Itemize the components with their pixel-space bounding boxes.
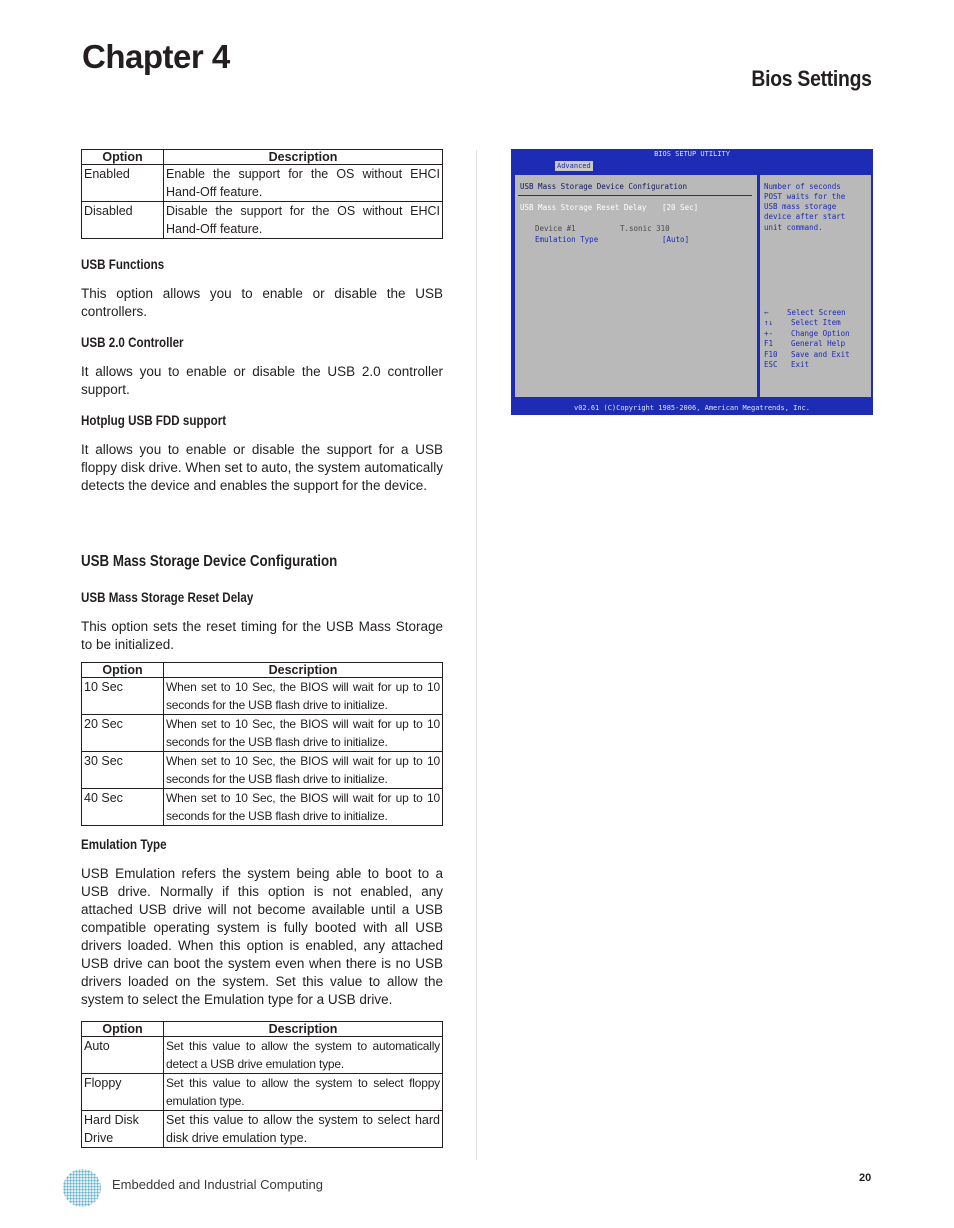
bios-key-action: Exit — [791, 360, 810, 369]
description-cell: When set to 10 Sec, the BIOS will wait for up to 10 seconds for the USB flash drive to initialize. — [164, 678, 443, 715]
bios-key-action: General Help — [791, 339, 846, 348]
description-cell: When set to 10 Sec, the BIOS will wait for up to 10 seconds for the USB flash drive to initialize. — [164, 789, 443, 826]
bios-title: BIOS SETUP UTILITY — [511, 149, 873, 160]
table-row — [82, 1111, 443, 1148]
emulation-heading: Emulation Type — [81, 837, 167, 852]
bios-key-action: Select Item — [791, 318, 841, 327]
bios-help-panel — [759, 174, 872, 398]
option-cell: Enabled — [82, 165, 164, 202]
col-description-header: Description — [164, 663, 443, 678]
bios-device-value: T.sonic 310 — [620, 224, 670, 233]
option-cell: 40 Sec — [82, 789, 164, 826]
bios-tab-advanced: Advanced — [557, 162, 591, 170]
reset-table-block — [81, 662, 443, 826]
section-title: Bios Settings — [751, 66, 872, 91]
col-option-header: Option — [82, 150, 164, 165]
usb20-section — [81, 334, 443, 399]
table-row — [82, 165, 443, 202]
description-cell: Set this value to allow the system to automatically detect a USB drive emulation type. — [164, 1037, 443, 1074]
footer-company-text: Embedded and Industrial Computing — [112, 1177, 324, 1192]
description-cell: When set to 10 Sec, the BIOS will wait for up to 10 seconds for the USB flash drive to initialize. — [164, 715, 443, 752]
table-row — [82, 789, 443, 826]
col-option-header: Option — [82, 1022, 164, 1037]
mass-storage-heading: USB Mass Storage Device Configuration — [81, 553, 338, 570]
bios-key: +- — [764, 329, 774, 338]
column-divider — [476, 150, 477, 1160]
bios-device-label: Device #1 — [535, 224, 576, 233]
emulation-table-block — [81, 1021, 443, 1148]
description-cell: Set this value to allow the system to select floppy emulation type. — [164, 1074, 443, 1111]
description-cell: Enable the support for the OS without EHCI Hand-Off feature. — [164, 165, 443, 202]
option-cell: 10 Sec — [82, 678, 164, 715]
usb-functions-text: This option allows you to enable or disable the USB controllers. — [81, 286, 443, 319]
description-cell: When set to 10 Sec, the BIOS will wait for up to 10 seconds for the USB flash drive to initialize. — [164, 752, 443, 789]
company-logo-icon — [60, 1164, 104, 1208]
hotplug-section — [81, 412, 443, 495]
bios-key-action: Change Option — [791, 329, 850, 338]
bios-reset-value: [20 Sec] — [662, 203, 699, 212]
bios-tab-bar — [511, 160, 873, 171]
usb-functions-heading: USB Functions — [81, 257, 165, 272]
col-description-header: Description — [164, 1022, 443, 1037]
bios-screenshot — [511, 149, 873, 415]
col-description-header: Description — [164, 150, 443, 165]
bios-help-line: unit command. — [764, 223, 823, 232]
page-number: 20 — [859, 1172, 872, 1184]
option-cell: 30 Sec — [82, 752, 164, 789]
table-row — [82, 1037, 443, 1074]
bios-main-panel — [514, 174, 758, 398]
table-row — [82, 202, 443, 239]
bios-panel-title: USB Mass Storage Device Configuration — [520, 182, 688, 191]
bios-panel-rule — [518, 195, 752, 196]
table-row — [82, 1074, 443, 1111]
usb20-text: It allows you to enable or disable the USB 2.0 controller support. — [81, 364, 443, 397]
bios-key-action: Save and Exit — [791, 350, 850, 359]
emulation-text: USB Emulation refers the system being able to boot to a USB drive. Normally if this option is not enabled, any attached USB drive will not become available until a USB compatible operating system is fully booted with all USB drivers loaded. When this option is enabled, any attached USB drive can boot the system even when there is no USB drivers loaded on the system. Set this value to allow the system to select the Emulation type for a USB drive. — [81, 866, 443, 1007]
option-cell: 20 Sec — [82, 715, 164, 752]
bios-emulation-label: Emulation Type — [535, 235, 599, 244]
bios-key: F1 — [764, 339, 774, 348]
description-cell: Disable the support for the OS without EHCI Hand-Off feature. — [164, 202, 443, 239]
reset-delay-section — [81, 589, 443, 654]
mass-storage-section — [81, 553, 443, 571]
table-row — [82, 715, 443, 752]
usb20-heading: USB 2.0 Controller — [81, 335, 184, 350]
reset-delay-table — [81, 662, 443, 826]
ehci-table-block — [81, 149, 443, 239]
option-cell: Disabled — [82, 202, 164, 239]
option-cell: Auto — [82, 1037, 164, 1074]
bios-footer: v02.61 (C)Copyright 1985-2006, American Megatrends, Inc. — [573, 404, 810, 412]
option-cell: Floppy — [82, 1074, 164, 1111]
bios-reset-label: USB Mass Storage Reset Delay — [520, 203, 647, 212]
usb-functions-section — [81, 256, 443, 321]
bios-help-line: POST waits for the — [764, 192, 846, 201]
reset-delay-text: This option sets the reset timing for the USB Mass Storage to be initialized. — [81, 619, 443, 652]
description-cell: Set this value to allow the system to select hard disk drive emulation type. — [164, 1111, 443, 1148]
bios-help-line: Number of seconds — [764, 182, 841, 191]
bios-key: ESC — [764, 360, 778, 369]
bios-key-action: Select Screen — [787, 308, 846, 317]
emulation-section — [81, 836, 443, 1009]
option-cell: Hard Disk Drive — [82, 1111, 164, 1148]
hotplug-heading: Hotplug USB FDD support — [81, 413, 227, 428]
chapter-title: Chapter 4 — [82, 38, 230, 75]
reset-delay-heading: USB Mass Storage Reset Delay — [81, 590, 254, 605]
ehci-options-table — [81, 149, 443, 239]
table-row — [82, 752, 443, 789]
bios-help-line: device after start — [764, 212, 846, 221]
hotplug-text: It allows you to enable or disable the support for a USB floppy disk drive. When set to auto, the system automatically detects the device and enables the support for the device. — [81, 442, 443, 493]
bios-help-line: USB mass storage — [764, 202, 837, 211]
bios-key: ← — [764, 308, 769, 317]
bios-emulation-value: [Auto] — [662, 235, 690, 244]
emulation-type-table — [81, 1021, 443, 1148]
col-option-header: Option — [82, 663, 164, 678]
table-row — [82, 678, 443, 715]
bios-key: F10 — [764, 350, 778, 359]
bios-key: ↑↓ — [764, 318, 774, 327]
